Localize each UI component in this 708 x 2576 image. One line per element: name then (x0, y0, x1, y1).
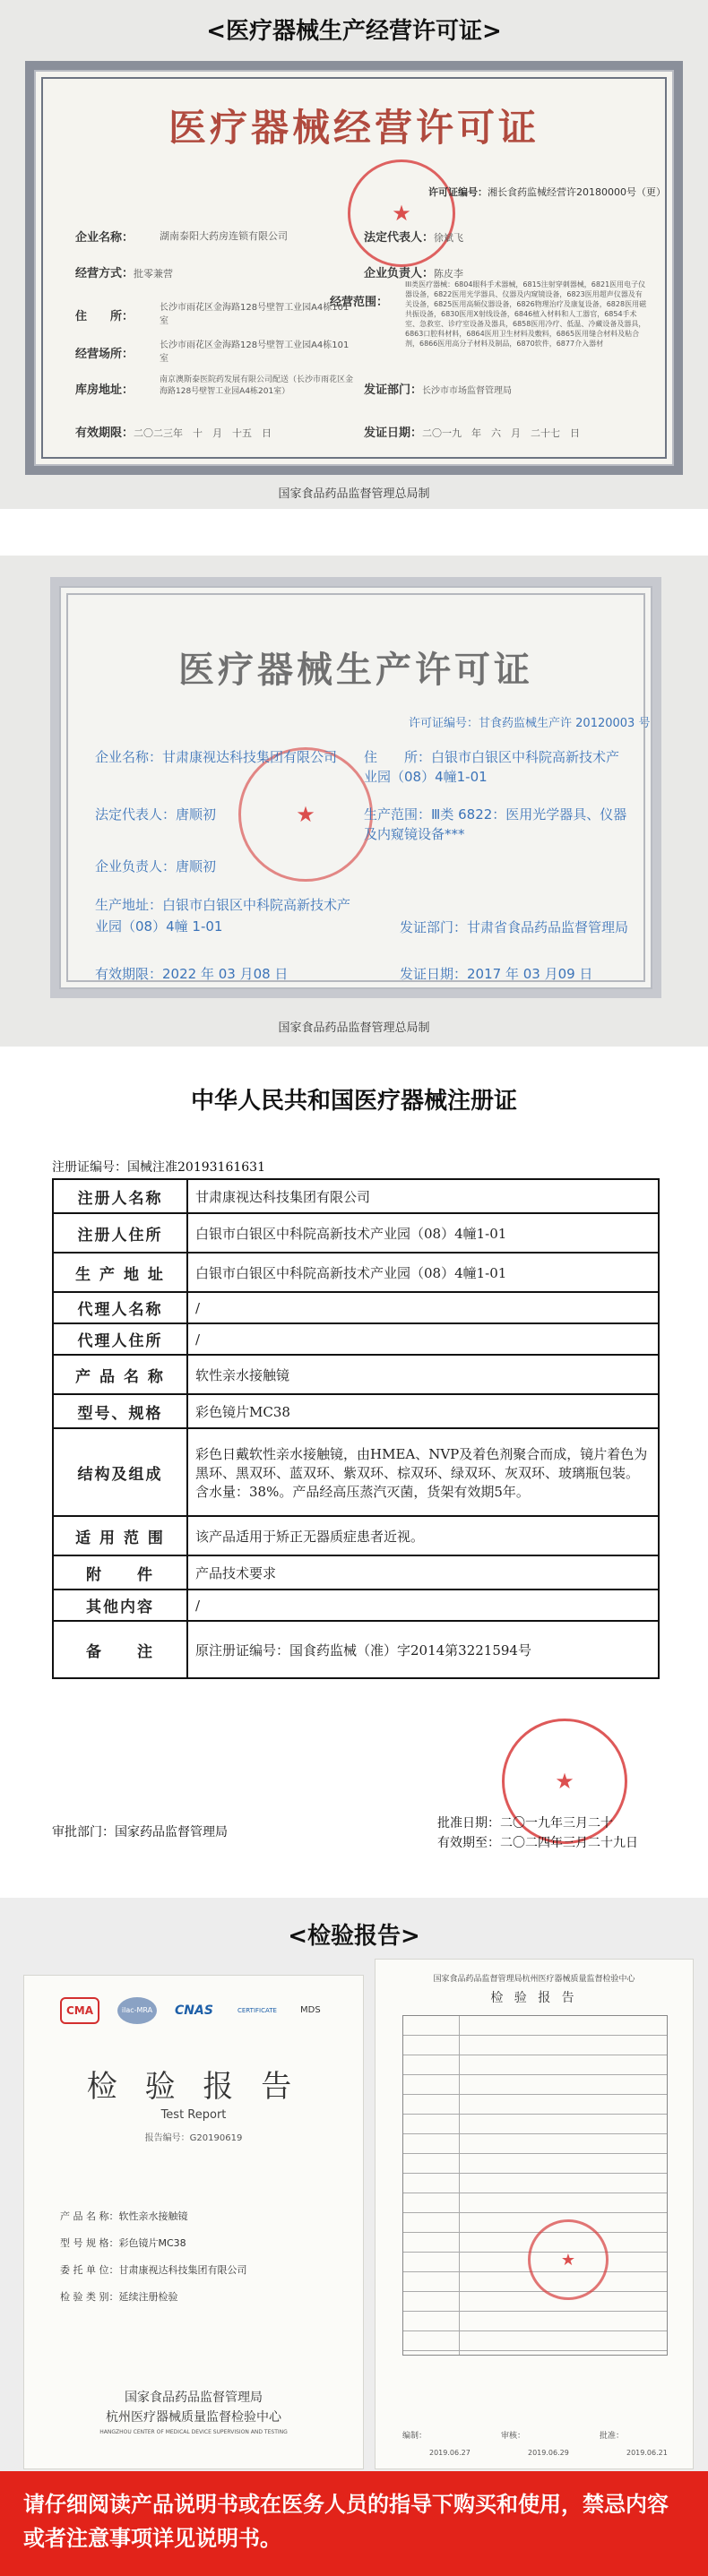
registration-seal: ★ (502, 1719, 627, 1844)
person-in-charge-field: 企业负责人：陈皮李 (364, 267, 464, 280)
table-row (53, 1590, 659, 1621)
row-label: 备 注 (53, 1621, 187, 1678)
cover-fields: 产 品 名 称：软性亲水接触镜 型 号 规 格：彩色镜片MC38 委 托 单 位：甘肃康视达科技集团有限公司 检 验 类 别：延续注册检验 (60, 2210, 247, 2303)
table-row (53, 1253, 659, 1292)
address-field: 住 所： (75, 310, 134, 323)
registration-title: 中华人民共和国医疗器械注册证 (190, 1088, 517, 1115)
row-value: 产品技术要求 (187, 1555, 659, 1590)
operating-license-frame (25, 61, 683, 475)
report-number: 报告编号：G20190619 (144, 2133, 243, 2143)
row-value: / (187, 1323, 659, 1355)
row-value: 白银市白银区中科院高新技术产业园（08）4幢1-01 (187, 1213, 659, 1253)
row-label: 代理人住所 (53, 1323, 187, 1355)
date-review: 2019.06.29 (528, 2449, 569, 2457)
accreditation-logos (60, 1997, 331, 2024)
row-value: 该产品适用于矫正无器质症患者近视。 (187, 1516, 659, 1555)
company-field: 企业名称： (75, 231, 134, 245)
production-license-section (0, 556, 708, 1047)
official-seal: ★ (348, 159, 455, 267)
report-cover (23, 1975, 364, 2469)
production-license-issuer: 国家食品药品监督管理总局制 (278, 1021, 430, 1035)
row-value: / (187, 1292, 659, 1323)
row-label: 适 用 范 围 (53, 1516, 187, 1555)
row-label: 其他内容 (53, 1590, 187, 1621)
prod-validity-field: 有效期限：2022 年 03 月08 日 (95, 966, 289, 982)
mode-field: 经营方式：批零兼营 (75, 267, 174, 280)
report-seal: ★ (528, 2219, 609, 2300)
production-license-frame (50, 577, 661, 998)
row-value: 甘肃康视达科技集团有限公司 (187, 1179, 659, 1213)
table-row (53, 1355, 659, 1394)
official-seal: ★ (238, 747, 373, 882)
issue-date-field: 发证日期：二〇一九 年 六 月 二十七 日 (364, 426, 581, 440)
row-value: 软性亲水接触镜 (187, 1355, 659, 1394)
inspection-section (0, 1898, 708, 2471)
authority-field: 发证部门：长沙市市场监督管理局 (364, 383, 513, 397)
warehouse-field: 库房地址： (75, 383, 134, 397)
table-row (53, 1428, 659, 1516)
report-page-title: 检 验 报 告 (490, 1991, 578, 2005)
row-label: 结构及组成 (53, 1428, 187, 1516)
sign-compile: 编制： (402, 2432, 427, 2441)
approval-date: 批准日期：二〇一九年三月二十 (437, 1816, 613, 1831)
certificate-logo: CERTIFICATE (237, 2007, 277, 2014)
row-label: 产 品 名 称 (53, 1355, 187, 1394)
mds-logo: MDS (300, 2005, 321, 2015)
validity-field: 有效期限：二〇二三年 十 月 十五 日 (75, 426, 272, 440)
operating-license-section (0, 0, 708, 509)
section-title-license: <医疗器械生产经营许可证> (206, 18, 502, 45)
table-row (53, 1516, 659, 1555)
prod-site-field: 生产地址：白银市白银区中科院高新技术产业园（08）4幢 1-01 (95, 897, 351, 935)
cover-org-1: 国家食品药品监督管理局 (125, 2391, 263, 2405)
prod-authority-field: 发证部门：甘肃省食品药品监督管理局 (400, 919, 629, 935)
row-label: 附 件 (53, 1555, 187, 1590)
table-row (53, 1292, 659, 1323)
warehouse-value: 南京澳斯泰医院药发展有限公司配送（长沙市雨花区金海路128号壁智工业园A4栋201室） (160, 375, 354, 396)
date-approve: 2019.06.21 (626, 2449, 668, 2457)
row-value: 彩色镜片MC38 (187, 1394, 659, 1428)
business-site-value: 长沙市雨花区金海路128号壁智工业园A4栋101室 (160, 340, 350, 364)
registration-table (52, 1178, 660, 1679)
scope-value: III类医疗器械：6804眼科手术器械，6815注射穿刺器械，6821医用电子仪器设备，6822医用光学器具、仪器及内窥镜设备，6823医用超声仪器及有关设备，6825医用高频仪器设备，6826物理治疗及康复设备，6828医用磁共振设备，6830医用X射线设备，6846植入材料和人工器官，6854手术室、急救室、诊疗室设备及器具，6858医用冷疗、低温、冷藏设备及器具，6863口腔科材料，6864医用卫生材料及敷料，6865医用缝合材料及粘合剂，6866医用高分子材料及制品，6870软件，6877介入器材 (405, 280, 647, 348)
row-label: 注册人名称 (53, 1179, 187, 1213)
valid-until: 有效期至：二〇二四年三月二十九日 (437, 1836, 638, 1850)
row-label: 代理人名称 (53, 1292, 187, 1323)
table-row (53, 1323, 659, 1355)
row-value: / (187, 1590, 659, 1621)
prod-issue-field: 发证日期：2017 年 03 月09 日 (400, 966, 593, 982)
production-license-title: 医疗器械生产许可证 (178, 650, 533, 691)
company-value: 湖南泰阳大药房连锁有限公司 (160, 230, 288, 242)
ilac-logo: ilac-MRA (117, 1997, 157, 2024)
address-value: 长沙市雨花区金海路128号壁智工业园A4栋101室 (160, 303, 350, 326)
cover-org-en: HANGZHOU CENTER OF MEDICAL DEVICE SUPERVISION AND TESTING (99, 2429, 288, 2435)
operating-license-issuer: 国家食品药品监督管理总局制 (278, 487, 430, 501)
approval-department: 审批部门：国家药品监督管理局 (52, 1825, 228, 1839)
table-row (53, 1213, 659, 1253)
row-label: 注册人住所 (53, 1213, 187, 1253)
cover-title: 检 验 报 告 (86, 2069, 301, 2105)
row-value: 彩色日戴软性亲水接触镜，由HMEA、NVP及着色剂聚合而成，镜片着色为黑环、黑双环、蓝双环、紫双环、棕双环、绿双环、灰双环、玻璃瓶包装。含水量：38%。产品经高压蒸汽灭菌，货架有效期5年。 (187, 1428, 659, 1516)
row-label: 型号、规格 (53, 1394, 187, 1428)
table-row (53, 1179, 659, 1213)
license-number: 许可证编号：湘长食药监械经营许20180000号（更） (428, 186, 666, 198)
date-compile: 2019.06.27 (429, 2449, 471, 2457)
report-page-header: 国家食品药品监督管理局杭州医疗器械质量监督检验中心 (433, 1975, 635, 1984)
table-row (53, 1555, 659, 1590)
prod-address-field: 住 所：白银市白银区中科院高新技术产业园（08）4幢1-01 (364, 749, 620, 785)
cma-logo: CMA (60, 1997, 99, 2024)
business-site-field: 经营场所： (75, 348, 134, 361)
operating-license-title: 医疗器械经营许可证 (168, 106, 540, 150)
sign-approve: 批准： (600, 2432, 625, 2441)
sign-review: 审核： (501, 2432, 526, 2441)
warning-notice: 请仔细阅读产品说明书或在医务人员的指导下购买和使用，禁忌内容或者注意事项详见说明书。 (0, 2471, 708, 2576)
prod-scope-field: 生产范围：Ⅲ类 6822：医用光学器具、仪器及内窥镜设备*** (364, 806, 627, 842)
prod-person-field: 企业负责人：唐顺初 (95, 858, 217, 874)
legal-rep-field: 法定代表人：徐斌飞 (364, 231, 464, 245)
cnas-logo: CNAS (175, 2003, 213, 2018)
row-value: 白银市白银区中科院高新技术产业园（08）4幢1-01 (187, 1253, 659, 1292)
table-row (53, 1394, 659, 1428)
cover-org-2: 杭州医疗器械质量监督检验中心 (106, 2410, 281, 2425)
registration-number: 注册证编号：国械注准20193161631 (52, 1160, 265, 1175)
row-label: 生 产 地 址 (53, 1253, 187, 1292)
prod-legal-field: 法定代表人：唐顺初 (95, 806, 217, 823)
report-table (402, 2015, 668, 2356)
report-page (375, 1959, 694, 2469)
row-value: 原注册证编号：国食药监械（准）字2014第3221594号 (187, 1621, 659, 1678)
scope-field: 经营范围： (330, 296, 389, 309)
production-license-number: 许可证编号：甘食药监械生产许 20120003 号 (409, 717, 651, 730)
prod-company-field: 企业名称：甘肃康视达科技集团有限公司 (95, 749, 338, 765)
table-row (53, 1621, 659, 1678)
cover-subtitle: Test Report (160, 2108, 227, 2122)
section-title-inspection: <检验报告> (288, 1923, 420, 1950)
